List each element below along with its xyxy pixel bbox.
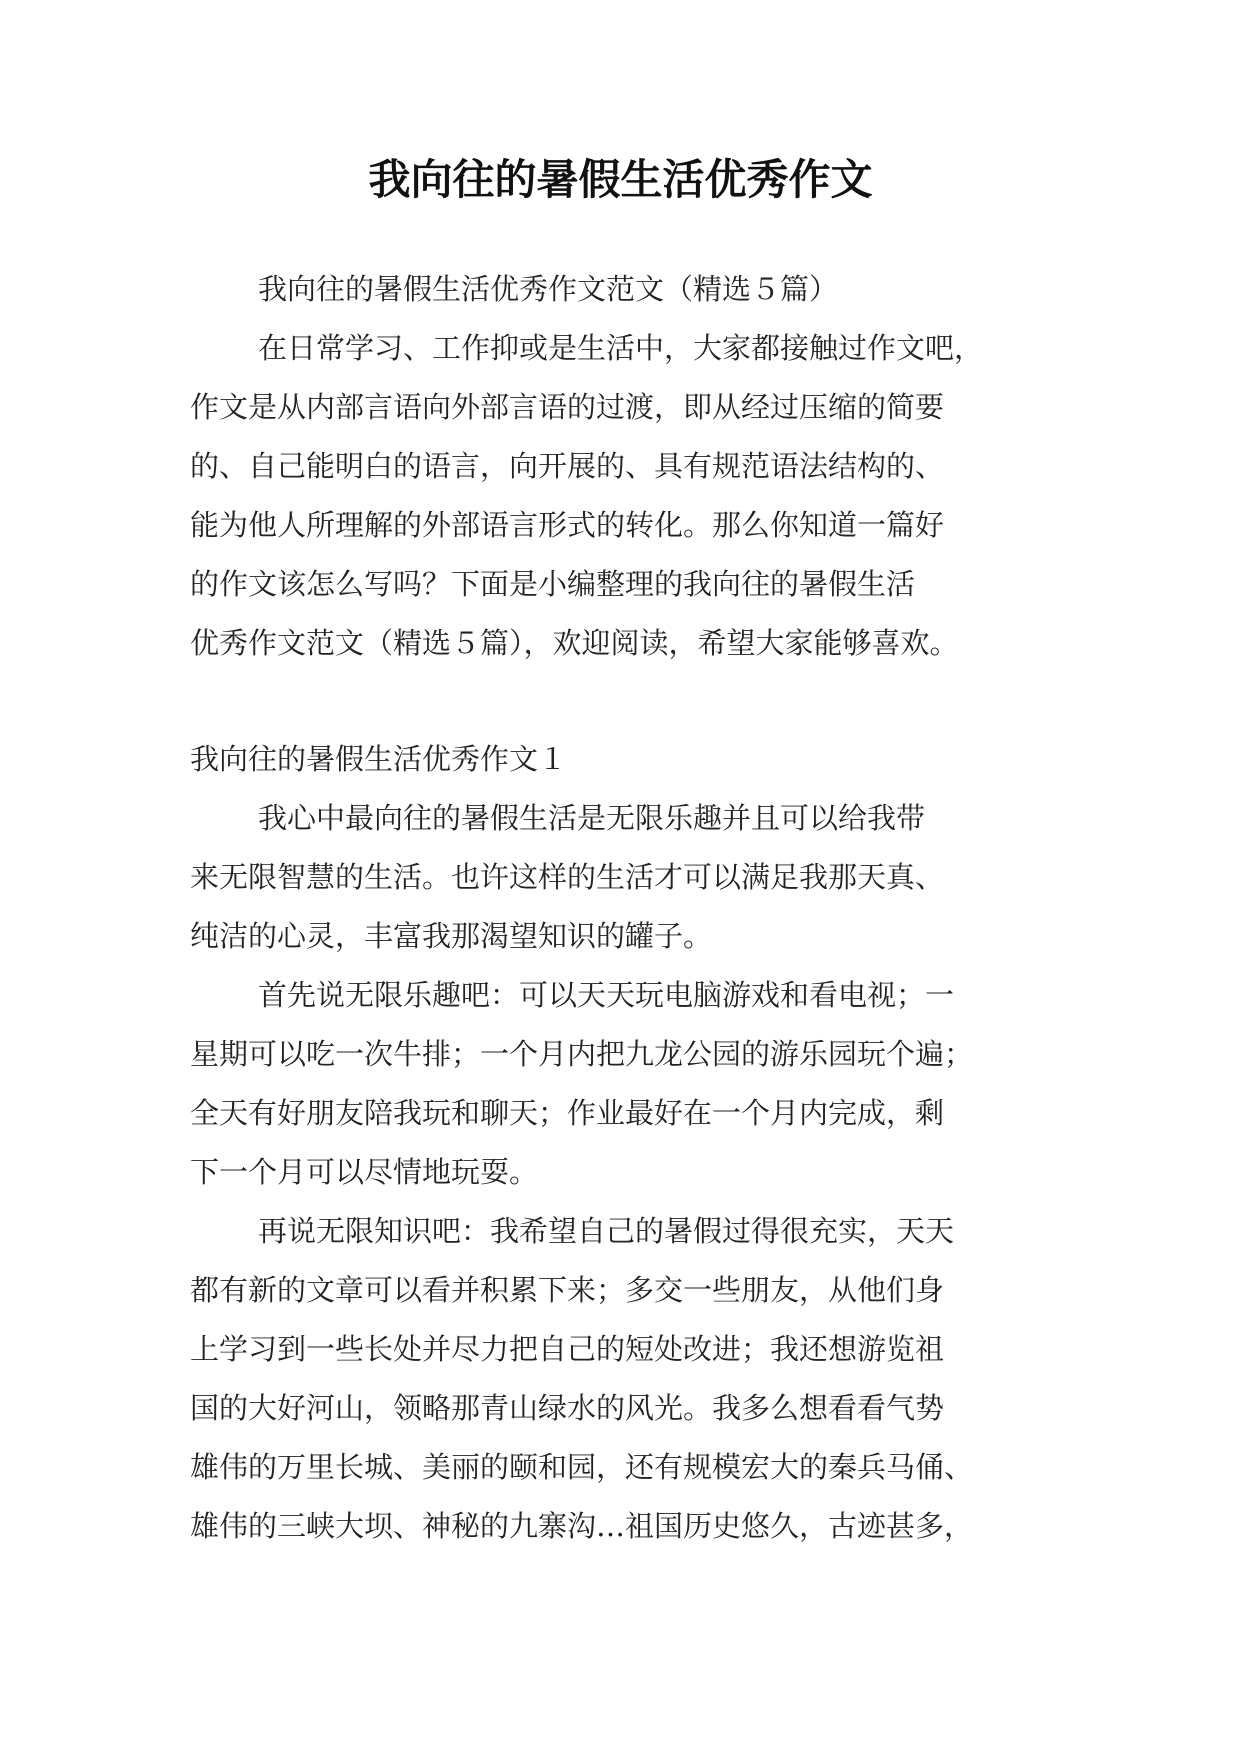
intro-line: 在日常学习、工作抑或是生活中，大家都接触过作文吧， <box>258 331 984 365</box>
intro-line: 优秀作文范文（精选５篇），欢迎阅读，希望大家能够喜欢。 <box>190 626 959 660</box>
essay-paragraph-2 <box>190 966 1070 1202</box>
subtitle-line: 我向往的暑假生活优秀作文范文（精选５篇） <box>258 272 839 306</box>
intro-paragraph <box>190 319 1070 673</box>
paragraph-line: 下一个月可以尽情地玩耍。 <box>190 1155 539 1189</box>
essay-paragraph-1 <box>190 789 1070 966</box>
intro-line: 能为他人所理解的外部语言形式的转化。那么你知道一篇好 <box>190 508 945 542</box>
paragraph-line: 上学习到一些长处并尽力把自己的短处改进；我还想游览祖 <box>190 1332 945 1366</box>
intro-line: 的作文该怎么写吗？下面是小编整理的我向往的暑假生活 <box>190 567 916 601</box>
document-title: 我向往的暑假生活优秀作文 <box>368 155 873 204</box>
document-body <box>190 260 1070 1556</box>
paragraph-line: 国的大好河山，领略那青山绿水的风光。我多么想看看气势 <box>190 1391 945 1425</box>
paragraph-line: 雄伟的万里长城、美丽的颐和园，还有规模宏大的秦兵马俑、 <box>190 1450 974 1484</box>
paragraph-line: 再说无限知识吧：我希望自己的暑假过得很充实，天天 <box>258 1214 955 1248</box>
essay-paragraph-3 <box>190 1202 1070 1556</box>
paragraph-line: 我心中最向往的暑假生活是无限乐趣并且可以给我带 <box>258 801 926 835</box>
paragraph-line: 全天有好朋友陪我玩和聊天；作业最好在一个月内完成，剩 <box>190 1096 945 1130</box>
paragraph-line: 纯洁的心灵，丰富我那渴望知识的罐子。 <box>190 919 713 953</box>
paragraph-spacer <box>190 673 1070 730</box>
paragraph-line: 星期可以吃一次牛排；一个月内把九龙公园的游乐园玩个遍； <box>190 1037 974 1071</box>
intro-line: 作文是从内部言语向外部言语的过渡，即从经过压缩的简要 <box>190 390 945 424</box>
paragraph-line: 来无限智慧的生活。也许这样的生活才可以满足我那天真、 <box>190 860 945 894</box>
paragraph-line: 雄伟的三峡大坝、神秘的九寨沟…祖国历史悠久，古迹甚多， <box>190 1509 974 1543</box>
paragraph-line: 首先说无限乐趣吧：可以天天玩电脑游戏和看电视；一 <box>258 978 955 1012</box>
intro-line: 的、自己能明白的语言，向开展的、具有规范语法结构的、 <box>190 449 945 483</box>
essay-heading: 我向往的暑假生活优秀作文１ <box>190 742 568 776</box>
paragraph-line: 都有新的文章可以看并积累下来；多交一些朋友，从他们身 <box>190 1273 945 1307</box>
